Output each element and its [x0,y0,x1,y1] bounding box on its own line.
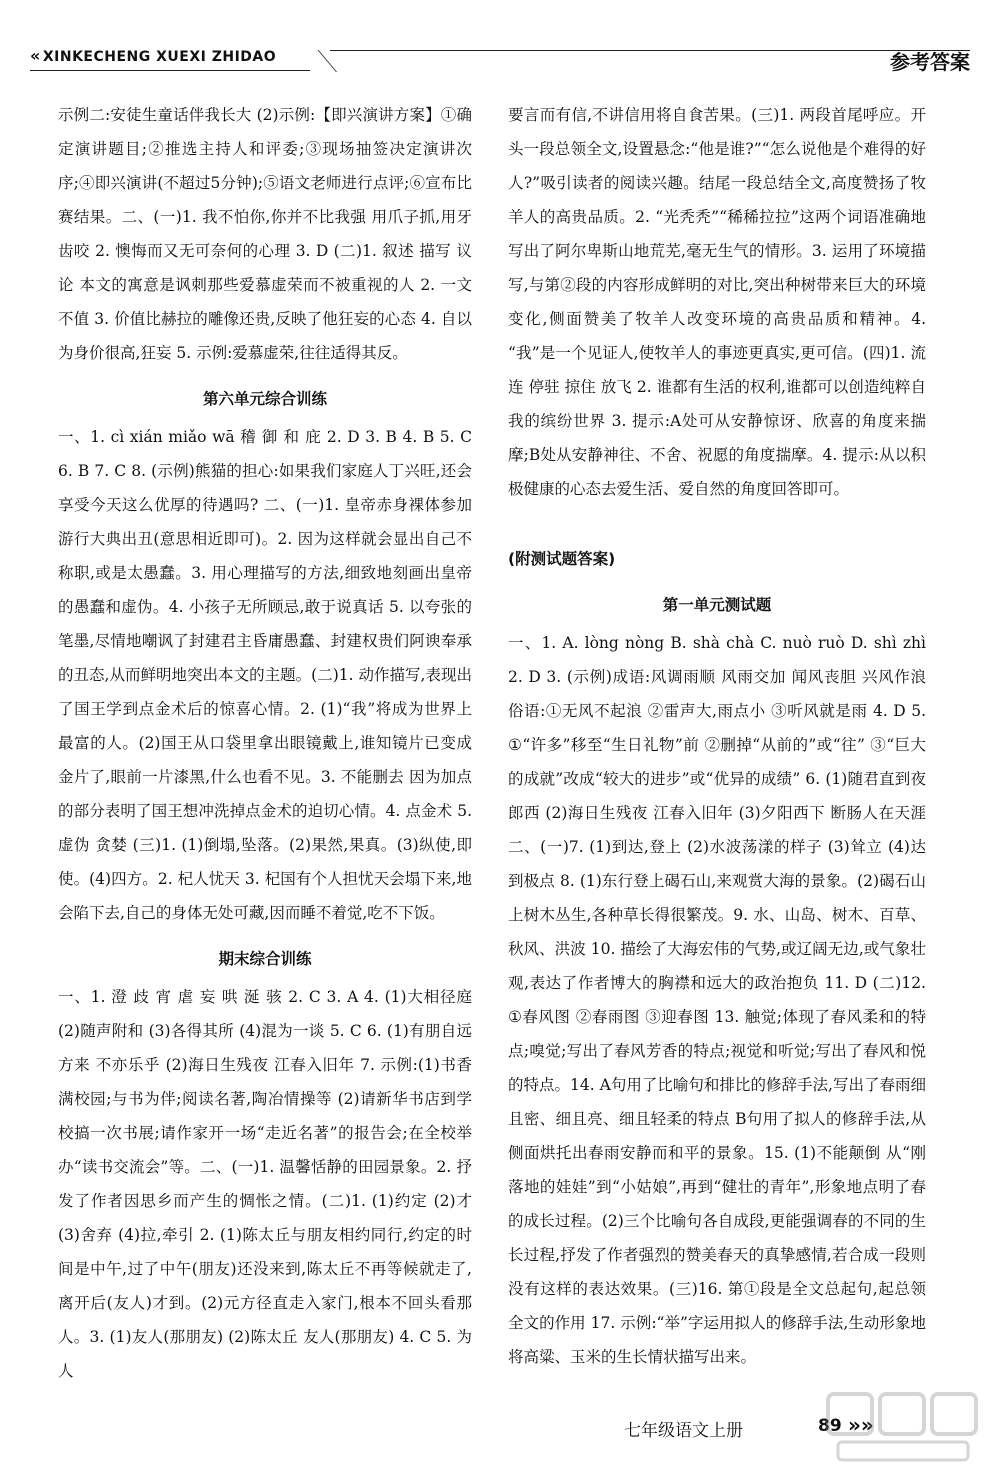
answer-paragraph: 示例二:安徒生童话伴我长大 (2)示例:【即兴演讲方案】①确定演讲题目;②推选主持人和评委;③现场抽签决定演讲次序;④即兴演讲(不超过5分钟);⑤语文老师进行点评;⑥宣布比赛结果。二、(一)1. 我不怕你,你并不比我强 用爪子抓,用牙齿咬 2. 懊悔而又无可奈何的心理 3. D (二)1. 叙述 描写 议论 本文的寓意是讽刺那些爱慕虚荣而不被重视的人 2. 一文不值 3. 价值比赫拉的雕像还贵,反映了他狂妄的心态 4. 自以为身价很高,狂妄 5. 示例:爱慕虚荣,往往适得其反。 [58,106,472,362]
appendix-label: (附测试题答案) [508,550,616,568]
answer-paragraph: 要言而有信,不讲信用将自食苦果。(三)1. 两段首尾呼应。开头一段总领全文,设置悬念:“他是谁?”“怎么说他是个难得的好人?”吸引读者的阅读兴趣。结尾一段总结全文,高度赞扬了牧羊人的高贵品质。2. “光秃秃”“稀稀拉拉”这两个词语准确地写出了阿尔卑斯山地荒芜,毫无生气的情形。3. 运用了环境描写,与第②段的内容形成鲜明的对比,突出种树带来巨大的环境变化,侧面赞美了牧羊人改变环境的高贵品质和精神。4. “我”是一个见证人,使牧羊人的事迹更真实,更可信。(四)1. 流连 停驻 掠住 放飞 2. 谁都有生活的权利,谁都可以创造纯粹自我的缤纷世界 3. 提示:A处可从安静惊讶、欣喜的角度来揣摩;B处从安静神往、不舍、祝愿的角度揣摩。4. 提示:从以积极健康的心态去爱生活、爱自然的角度回答即可。 [508,106,926,498]
left-column [58,98,472,1388]
brand-text: XINKECHENG XUEXI ZHIDAO [42,49,277,65]
section-label: 参考答案 [890,50,970,74]
page-number: 89 [818,1416,842,1436]
answer-paragraph: 一、1. A. lòng nòng B. shà chà C. nuò ruò D. shì zhì 2. D 3. (示例)成语:风调雨顺 风雨交加 闻风丧胆 兴风作浪 俗语:①无风不起浪 ②雷声大,雨点小 ③听风就是雨 4. D 5. ①“许多”移至“生日礼物”前 ②删掉“从前的”或“往” ③“巨大的成就”改成“较大的进步”或“优异的成绩” 6. (1)随君直到夜郎西 (2)海日生残夜 江春入旧年 (3)夕阳西下 断肠人在天涯 二、(一)7. (1)到达,登上 (2)水波荡漾的样子 (3)耸立 (4)达到极点 8. (1)东行登上碣石山,来观赏大海的景象。(2)碣石山上树木丛生,各种草长得很繁茂。9. 水、山岛、树木、百草、秋风、洪波 10. 描绘了大海宏伟的气势,或辽阔无边,或气象壮观,表达了作者博大的胸襟和远大的政治抱负 11. D (二)12. ①春风图 ②春雨图 ③迎春图 13. 触觉;体现了春风柔和的特点;嗅觉;写出了春风芳香的特点;视觉和听觉;写出了春风和悦的特点。14. A句用了比喻句和排比的修辞手法,写出了春雨细且密、细且亮、细且轻柔的特点 B句用了拟人的修辞手法,从侧面烘托出春雨安静而和平的景象。15. (1)不能颠倒 从“刚落地的娃娃”到“小姑娘”,再到“健壮的青年”,形象地点明了春的成长过程。(2)三个比喻句各自成段,更能强调春的不同的生长过程,抒发了作者强烈的赞美春天的真挚感情,若合成一段则没有这样的表达效果。(三)16. 第①段是全文总起句,起总领全文的作用 17. 示例:“举”字运用拟人的修辞手法,生动形象地将高粱、玉米的生长情状描写出来。 [508,634,926,1366]
page-header [30,40,970,82]
book-title: 七年级语文上册 [624,1421,743,1441]
header-slant-divider [288,50,337,72]
header-underline [30,70,310,71]
answer-paragraph: 一、1. 澄 歧 宵 虐 妄 哄 涎 骇 2. C 3. A 4. (1)大相径庭 (2)随声附和 (3)各得其所 (4)混为一谈 5. C 6. (1)有朋自远方来 不亦乐乎 (2)海日生残夜 江春入旧年 7. 示例:(1)书香满校园;与书为伴;阅读名著,陶冶情操等 (2)请新华书店到学校搞一次书展;请作家开一场“走近名著”的报告会;在全校举办“读书交流会”等。二、(一)1. 温馨恬静的田园景象。2. 抒发了作者因思乡而产生的惆怅之情。(二)1. (1)约定 (2)才 (3)舍弃 (4)拉,牵引 2. (1)陈太丘与朋友相约同行,约定的时间是中午,过了中午(朋友)还没来到,陈太丘不再等候就走了,离开后(友人)才到。(2)元方径直走入家门,根本不回头看那人。3. (1)友人(那朋友) (2)陈太丘 友人(那朋友) 4. C 5. 为人 [58,988,472,1380]
unit-heading: 期末综合训练 [218,950,312,968]
answer-paragraph: 一、1. cì xián miǎo wā 稽 御 和 庇 2. D 3. B 4. B 5. C 6. B 7. C 8. (示例)熊猫的担心:如果我们家庭人丁兴旺,还会享受今天这么优厚的待遇吗? 二、(一)1. 皇帝赤身裸体参加游行大典出丑(意思相近即可)。2. 因为这样就会显出自己不称职,或是太愚蠢。3. 用心理描写的方法,细致地刻画出皇帝的愚蠢和虚伪。4. 小孩子无所顾忌,敢于说真话 5. 以夸张的笔墨,尽情地嘲讽了封建君主昏庸愚蠢、封建权贵们阿谀奉承的丑态,从而鲜明地突出本文的主题。(二)1. 动作描写,表现出了国王学到点金术后的惊喜心情。2. (1)“我”将成为世界上最富的人。(2)国王从口袋里拿出眼镜戴上,谁知镜片已变成金片了,眼前一片漆黑,什么也看不见。3. 不能删去 因为加点的部分表明了国王想冲洗掉点金术的迫切心情。4. 点金术 5. 虚伪 贪婪 (三)1. (1)倒塌,坠落。(2)果然,果真。(3)纵使,即使。(4)四方。2. 杞人忧天 3. 杞国有个人担忧天会塌下来,地会陷下去,自己的身体无处可藏,因而睡不着觉,吃不下饭。 [58,428,472,922]
right-column [508,98,926,1374]
brand-title [30,46,276,65]
unit-heading: 第六单元综合训练 [202,390,327,408]
watermark-logo [818,1386,988,1466]
double-chevron-right-icon: »» [848,1413,874,1437]
unit-heading: 第一单元测试题 [662,596,772,614]
header-top-rule [330,50,970,51]
double-chevron-left-icon: « [30,46,41,65]
